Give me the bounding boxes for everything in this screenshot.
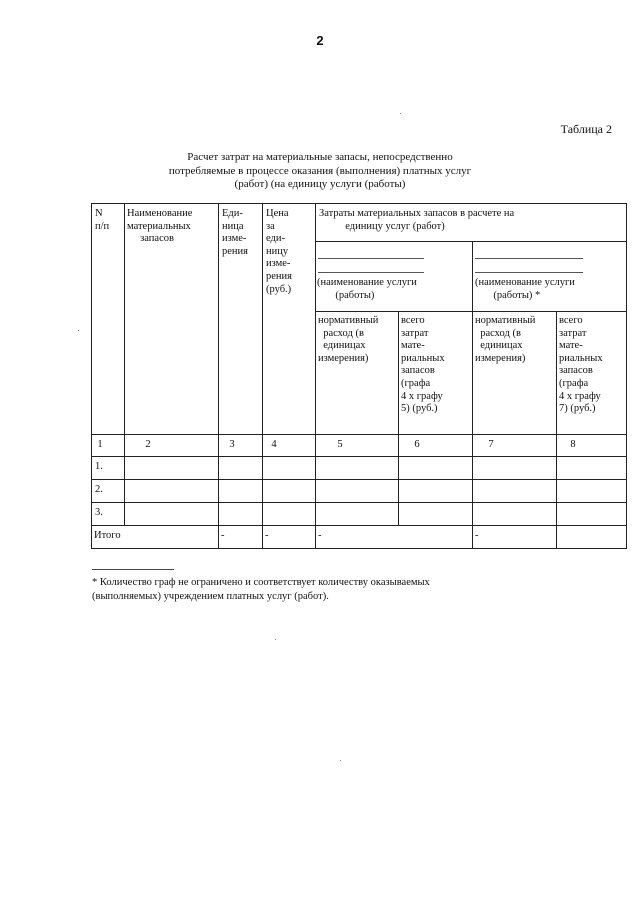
scan-speck bbox=[78, 330, 79, 331]
footnote-line-1: * Количество граф не ограничено и соответствует количеству оказываемых bbox=[92, 577, 430, 588]
service2-fill-line bbox=[475, 258, 583, 259]
document-title bbox=[150, 151, 490, 192]
header-service-2: (наименование услуги (работы) * bbox=[475, 277, 575, 301]
scan-speck bbox=[275, 639, 276, 640]
title-line-2: потребляемые в процессе оказания (выполнения) платных услуг bbox=[168, 164, 472, 177]
total-row-cell: - bbox=[221, 530, 225, 541]
title-line-1: Расчет затрат на материальные запасы, непосредственно bbox=[187, 151, 453, 163]
total-row-cell: - bbox=[475, 530, 479, 541]
table-row-number: 1. bbox=[95, 461, 103, 472]
column-number: 2 bbox=[145, 439, 151, 450]
table-label: Таблица 2 bbox=[560, 122, 612, 136]
service1-fill-line bbox=[318, 258, 424, 259]
service1-fill-line bbox=[318, 272, 424, 273]
header-service-1: (наименование услуги (работы) bbox=[317, 277, 417, 301]
service2-fill-line bbox=[475, 272, 583, 273]
column-number: 3 bbox=[229, 439, 235, 450]
header-unit-price: Цена за еди- ницу изме- рения (руб.) bbox=[266, 208, 292, 295]
table-row-number: 3. bbox=[95, 507, 103, 518]
header-cost-group: Затраты материальных запасов в расчете на единицу услуг (работ) bbox=[319, 208, 515, 232]
column-number: 4 bbox=[271, 439, 277, 450]
total-row-label: Итого bbox=[94, 530, 121, 541]
footnote-line-2: (выполняемых) учреждением платных услуг (работ). bbox=[92, 591, 329, 602]
title-line-3: (работ) (на единицу услуги (работы) bbox=[234, 178, 406, 190]
total-row-cell: - bbox=[318, 530, 322, 541]
header-total-cost-2: всего затрат мате- риальных запасов (графа 4 x графу 7) (руб.) bbox=[559, 315, 603, 415]
column-number: 1 bbox=[97, 439, 103, 450]
column-number: 7 bbox=[488, 439, 494, 450]
header-row-number: N п/п bbox=[95, 208, 110, 232]
scan-speck bbox=[340, 760, 341, 761]
header-unit: Еди- ница изме- рения bbox=[222, 208, 248, 257]
footnote-divider bbox=[92, 569, 174, 570]
header-norm-consumption-1: нормативный расход (в единицах измерения) bbox=[318, 315, 379, 364]
scan-speck bbox=[400, 113, 401, 114]
page-number: 2 bbox=[316, 33, 324, 48]
total-row-cell: - bbox=[265, 530, 269, 541]
header-norm-consumption-2: нормативный расход (в единицах измерения) bbox=[475, 315, 536, 364]
table-row-number: 2. bbox=[95, 484, 103, 495]
column-number: 6 bbox=[414, 439, 420, 450]
footnote bbox=[92, 576, 430, 604]
column-number: 5 bbox=[337, 439, 343, 450]
header-material-name: Наименование материальных запасов bbox=[127, 208, 193, 245]
column-number: 8 bbox=[570, 439, 576, 450]
header-total-cost-1: всего затрат мате- риальных запасов (графа 4 x графу 5) (руб.) bbox=[401, 315, 445, 415]
